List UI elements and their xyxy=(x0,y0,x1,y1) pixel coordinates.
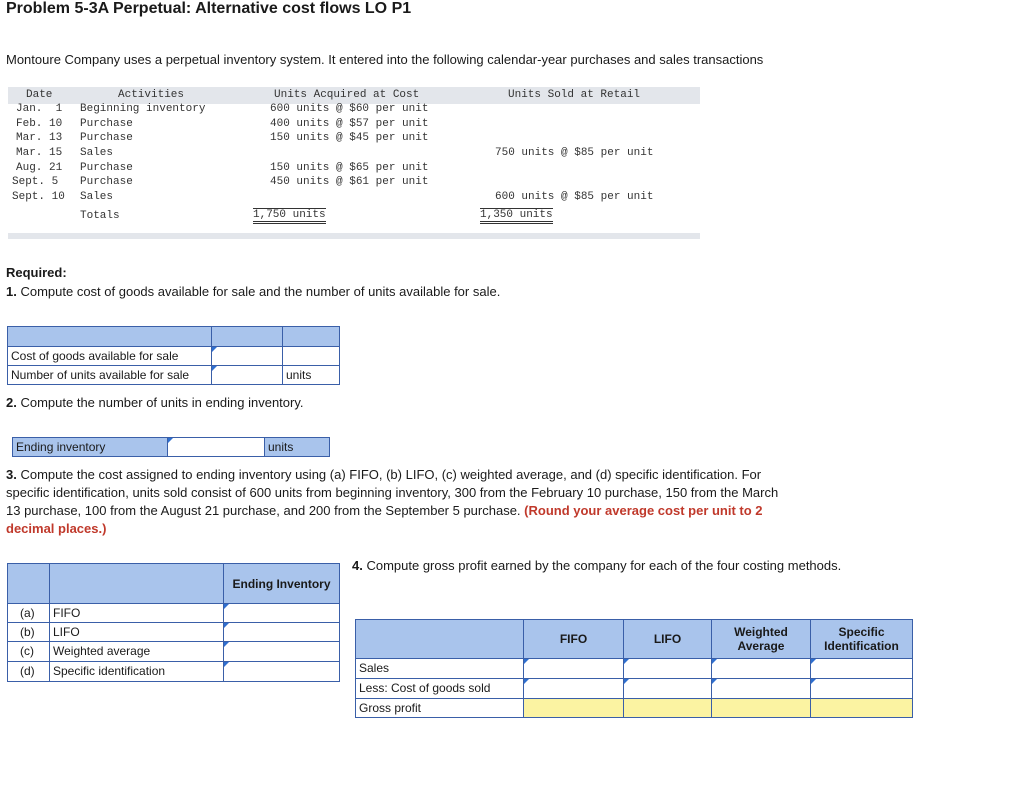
question-text-line: Compute the cost assigned to ending inventory using (a) FIFO, (b) LIFO, (c) weighted average, and (d) specific identification. For xyxy=(20,467,762,482)
col-header-weighted-average: Weighted Average xyxy=(711,619,811,659)
ending-inventory-header: Ending Inventory xyxy=(223,563,340,604)
row-label-sales: Sales xyxy=(355,658,524,679)
ending-inventory-label: Ending inventory xyxy=(12,437,168,457)
row-date: Sept. 5 xyxy=(12,176,59,188)
row-label-cost-of-goods-sold: Less: Cost of goods sold xyxy=(355,678,524,699)
intro-text: Montoure Company uses a perpetual inventory system. It entered into the following calendar-year purchases and sales transactions xyxy=(6,52,764,67)
specific-id-sales-input[interactable] xyxy=(810,658,913,679)
header-cell xyxy=(211,326,283,347)
row-acquired: 600 units @ $60 per unit xyxy=(270,103,429,115)
header-cell xyxy=(7,563,50,604)
empty-cell xyxy=(282,346,340,366)
weighted-average-gross-profit-cell xyxy=(711,698,811,718)
transactions-table xyxy=(8,87,700,239)
row-method: Weighted average xyxy=(49,641,224,662)
transactions-footer-band xyxy=(8,233,700,239)
row-method: Specific identification xyxy=(49,661,224,682)
row-letter: (b) xyxy=(7,622,50,642)
row-date: Feb. 10 xyxy=(16,118,63,130)
header-cell xyxy=(49,563,224,604)
cost-goods-available-input[interactable] xyxy=(211,346,283,366)
fifo-sales-input[interactable] xyxy=(523,658,624,679)
row-letter: (c) xyxy=(7,641,50,662)
totals-sold: 1,350 units xyxy=(480,208,553,224)
rounding-instruction-cont: decimal places.) xyxy=(6,521,107,536)
units-label: units xyxy=(264,437,330,457)
row-method: LIFO xyxy=(49,622,224,642)
units-available-input[interactable] xyxy=(211,365,283,385)
row-acquired: 450 units @ $61 per unit xyxy=(270,176,429,188)
question-number: 3. xyxy=(6,467,17,482)
lifo-gross-profit-cell xyxy=(623,698,712,718)
question-number: 1. xyxy=(6,284,17,299)
row-label-cost-goods-available: Cost of goods available for sale xyxy=(7,346,212,366)
specific-id-gross-profit-cell xyxy=(810,698,913,718)
question-number: 4. xyxy=(352,558,363,573)
row-activity: Sales xyxy=(80,147,114,159)
ending-inventory-units-input[interactable] xyxy=(167,437,265,457)
question-text: Compute the number of units in ending inventory. xyxy=(20,395,304,410)
question-text: Compute gross profit earned by the company for each of the four costing methods. xyxy=(366,558,842,573)
rounding-instruction: (Round your average cost per unit to 2 xyxy=(524,503,763,518)
lifo-cogs-input[interactable] xyxy=(623,678,712,699)
units-label: units xyxy=(282,365,340,385)
lifo-sales-input[interactable] xyxy=(623,658,712,679)
question-2 xyxy=(6,395,304,410)
col-header-acquired: Units Acquired at Cost xyxy=(274,89,420,101)
fifo-cogs-input[interactable] xyxy=(523,678,624,699)
col-header-specific-identification: Specific Identification xyxy=(810,619,913,659)
col-header-sold: Units Sold at Retail xyxy=(508,89,641,101)
question-number: 2. xyxy=(6,395,17,410)
totals-acquired: 1,750 units xyxy=(253,208,326,224)
question-4 xyxy=(352,558,841,573)
row-date: Mar. 15 xyxy=(16,147,63,159)
lifo-ending-inventory-input[interactable] xyxy=(223,622,340,642)
row-letter: (d) xyxy=(7,661,50,682)
row-method: FIFO xyxy=(49,603,224,623)
row-acquired: 150 units @ $65 per unit xyxy=(270,162,429,174)
row-sold: 750 units @ $85 per unit xyxy=(495,147,654,159)
question-text: Compute cost of goods available for sale and the number of units available for sale. xyxy=(20,284,501,299)
question-3 xyxy=(6,466,926,538)
row-activity: Purchase xyxy=(80,176,133,188)
row-label-gross-profit: Gross profit xyxy=(355,698,524,718)
header-cell xyxy=(7,326,212,347)
row-acquired: 150 units @ $45 per unit xyxy=(270,132,429,144)
totals-label: Totals xyxy=(80,210,120,222)
question-1 xyxy=(6,284,500,299)
question-text-line: specific identification, units sold consist of 600 units from beginning inventory, 300 from the February 10 purchase, 150 from the March xyxy=(6,485,779,500)
col-header-lifo: LIFO xyxy=(623,619,712,659)
row-date: Sept. 10 xyxy=(12,191,65,203)
row-activity: Purchase xyxy=(80,132,133,144)
row-date: Mar. 13 xyxy=(16,132,63,144)
row-label-units-available: Number of units available for sale xyxy=(7,365,212,385)
required-heading: Required: xyxy=(6,265,67,280)
problem-title: Problem 5-3A Perpetual: Alternative cost flows LO P1 xyxy=(6,0,412,17)
col-header-date: Date xyxy=(26,89,53,101)
row-activity: Beginning inventory xyxy=(80,103,206,115)
specific-id-cogs-input[interactable] xyxy=(810,678,913,699)
row-activity: Purchase xyxy=(80,118,133,130)
question-text-line: 13 purchase, 100 from the August 21 purchase, and 200 from the September 5 purchase. xyxy=(6,503,525,518)
row-activity: Sales xyxy=(80,191,114,203)
row-letter: (a) xyxy=(7,603,50,623)
fifo-ending-inventory-input[interactable] xyxy=(223,603,340,623)
row-acquired: 400 units @ $57 per unit xyxy=(270,118,429,130)
header-cell xyxy=(282,326,340,347)
row-date: Aug. 21 xyxy=(16,162,63,174)
weighted-average-sales-input[interactable] xyxy=(711,658,811,679)
col-header-fifo: FIFO xyxy=(523,619,624,659)
row-date: Jan. 1 xyxy=(16,103,63,115)
row-activity: Purchase xyxy=(80,162,133,174)
specific-id-ending-inventory-input[interactable] xyxy=(223,661,340,682)
fifo-gross-profit-cell xyxy=(523,698,624,718)
weighted-average-cogs-input[interactable] xyxy=(711,678,811,699)
row-sold: 600 units @ $85 per unit xyxy=(495,191,654,203)
col-header-activities: Activities xyxy=(118,89,185,101)
weighted-average-ending-inventory-input[interactable] xyxy=(223,641,340,662)
header-cell xyxy=(355,619,524,659)
